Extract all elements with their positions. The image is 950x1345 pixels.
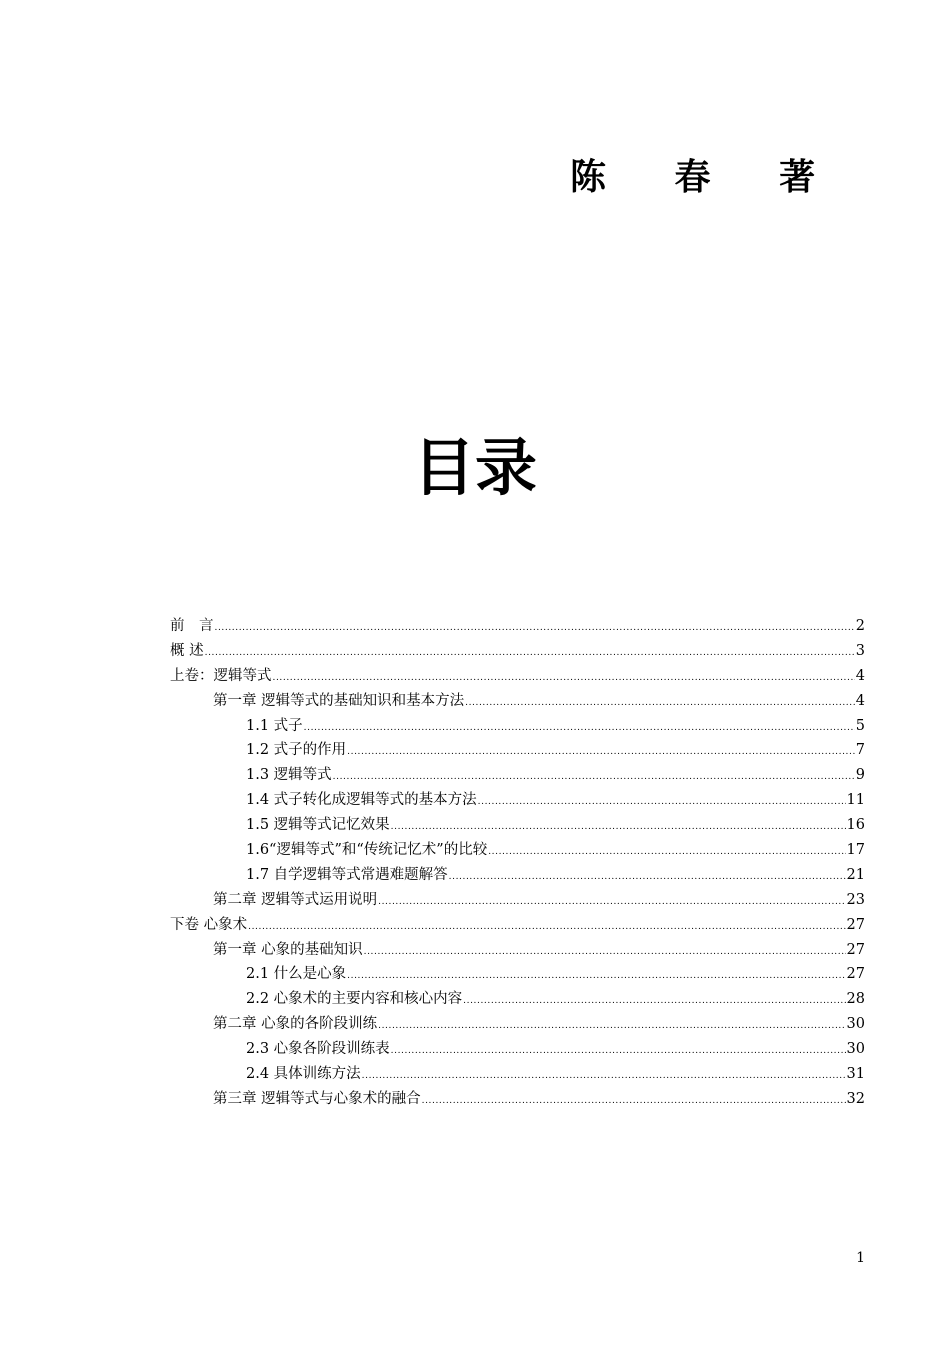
toc-entry[interactable] <box>170 813 865 838</box>
toc-entry-page: 30 <box>846 1016 865 1033</box>
toc-entry-page: 11 <box>846 792 865 809</box>
toc-entry-label: 2.4 具体训练方法 <box>246 1066 361 1083</box>
toc-entry-label: 第一章 心象的基础知识 <box>213 941 363 958</box>
toc-leader-dots <box>465 691 855 716</box>
toc-entry-page: 28 <box>846 991 865 1008</box>
toc-entry[interactable] <box>170 1062 865 1087</box>
toc-leader-dots <box>449 865 846 890</box>
toc-entry[interactable] <box>170 689 865 714</box>
toc-entry-page: 4 <box>855 692 865 709</box>
toc-entry-label: 1.4 式子转化成逻辑等式的基本方法 <box>246 792 477 809</box>
toc-leader-dots <box>422 1089 846 1114</box>
toc-entry-page: 27 <box>846 941 865 958</box>
toc-entry[interactable] <box>170 788 865 813</box>
toc-entry-label: 2.1 什么是心象 <box>246 966 347 983</box>
toc-entry[interactable] <box>170 763 865 788</box>
page-number: 1 <box>856 1250 865 1266</box>
toc-leader-dots <box>378 890 845 915</box>
toc-entry[interactable] <box>170 1087 865 1112</box>
toc-entry[interactable] <box>170 639 865 664</box>
toc-entry[interactable] <box>170 888 865 913</box>
toc-entry[interactable] <box>170 614 865 639</box>
toc-leader-dots <box>205 641 855 666</box>
toc-leader-dots <box>333 765 855 790</box>
toc-entry-label: 1.7 自学逻辑等式常遇难题解答 <box>246 866 448 883</box>
author-byline: 陈 春 著 <box>570 157 844 198</box>
toc-leader-dots <box>304 716 855 741</box>
toc-entry-page: 3 <box>855 642 865 659</box>
toc-entry-label: 第二章 逻辑等式运用说明 <box>213 891 378 908</box>
toc-entry[interactable] <box>170 863 865 888</box>
toc-leader-dots <box>347 964 845 989</box>
table-of-contents <box>170 614 865 1112</box>
toc-entry[interactable] <box>170 938 865 963</box>
toc-entry-page: 7 <box>855 742 865 759</box>
toc-leader-dots <box>362 1064 846 1089</box>
toc-entry-page: 4 <box>855 667 865 684</box>
toc-entry-page: 16 <box>846 817 865 834</box>
toc-entry[interactable] <box>170 738 865 763</box>
toc-entry-label: 1.5 逻辑等式记忆效果 <box>246 817 390 834</box>
toc-entry-page: 30 <box>846 1041 865 1058</box>
toc-entry-label: 2.2 心象术的主要内容和核心内容 <box>246 991 463 1008</box>
toc-entry-label: 第二章 心象的各阶段训练 <box>213 1016 378 1033</box>
toc-leader-dots <box>478 790 846 815</box>
toc-entry[interactable] <box>170 664 865 689</box>
toc-entry[interactable] <box>170 714 865 739</box>
toc-entry[interactable] <box>170 962 865 987</box>
toc-entry-label: 1.6“逻辑等式”和“传统记忆术”的比较 <box>246 842 488 859</box>
toc-entry-label: 下卷 心象术 <box>170 916 248 933</box>
toc-entry-page: 32 <box>846 1090 865 1107</box>
toc-entry-label: 上卷：逻辑等式 <box>170 667 272 684</box>
toc-leader-dots <box>248 915 845 940</box>
toc-entry-page: 9 <box>855 767 865 784</box>
toc-entry[interactable] <box>170 1012 865 1037</box>
toc-leader-dots <box>273 666 855 691</box>
toc-entry-label: 1.1 式子 <box>246 717 303 734</box>
toc-entry-label: 第一章 逻辑等式的基础知识和基本方法 <box>213 692 465 709</box>
toc-entry-page: 23 <box>846 891 865 908</box>
toc-entry-label: 概 述 <box>170 642 204 659</box>
toc-entry-page: 31 <box>846 1066 865 1083</box>
toc-leader-dots <box>488 840 845 865</box>
toc-leader-dots <box>364 940 846 965</box>
toc-leader-dots <box>347 740 855 765</box>
toc-leader-dots <box>463 989 845 1014</box>
toc-entry-label: 第三章 逻辑等式与心象术的融合 <box>213 1090 421 1107</box>
toc-entry-label: 前 言 <box>170 618 214 634</box>
toc-entry[interactable] <box>170 987 865 1012</box>
toc-leader-dots <box>391 815 846 840</box>
toc-entry-page: 2 <box>855 618 865 634</box>
toc-leader-dots <box>378 1014 845 1039</box>
toc-entry-page: 17 <box>846 842 865 859</box>
toc-entry[interactable] <box>170 1037 865 1062</box>
toc-entry-page: 5 <box>855 717 865 734</box>
toc-leader-dots <box>391 1039 846 1064</box>
toc-entry-label: 2.3 心象各阶段训练表 <box>246 1041 390 1058</box>
toc-entry-page: 21 <box>846 866 865 883</box>
toc-entry-label: 1.3 逻辑等式 <box>246 767 332 784</box>
toc-entry-page: 27 <box>846 966 865 983</box>
toc-entry[interactable] <box>170 838 865 863</box>
toc-entry-label: 1.2 式子的作用 <box>246 742 347 759</box>
toc-entry-page: 27 <box>846 916 865 933</box>
toc-heading: 目录 <box>412 431 537 504</box>
toc-leader-dots <box>215 616 855 641</box>
toc-entry[interactable] <box>170 913 865 938</box>
